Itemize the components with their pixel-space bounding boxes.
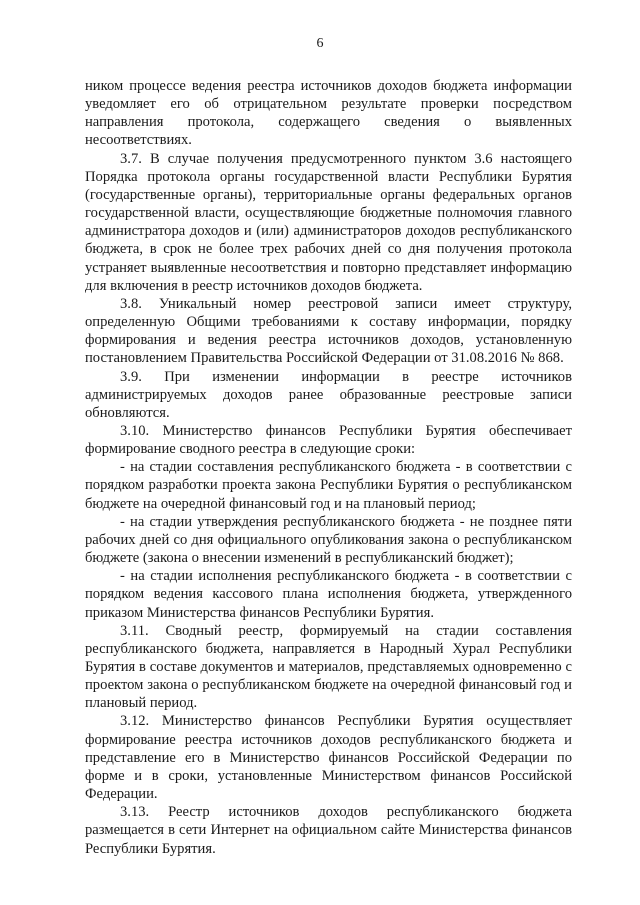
paragraph-3-13: 3.13. Реестр источников доходов республиканского бюджета размещается в сети Интернет на официальном сайте Министерства финансов Республики Бурятия.	[85, 804, 572, 857]
paragraph-3-10: 3.10. Министерство финансов Республики Бурятия обеспечивает формирование сводного реестра в следующие сроки:	[85, 422, 572, 458]
page-number: 6	[316, 36, 324, 51]
list-item-execution-stage: - на стадии исполнения республиканского бюджета - в соответствии с порядком ведения кассового плана исполнения бюджета, утвержденного приказом Министерства финансов Республики Бурятия.	[85, 568, 572, 621]
paragraph-3-11: 3.11. Сводный реестр, формируемый на стадии составления республиканского бюджета, направляется в Народный Хурал Республики Бурятия в составе документов и материалов, представляемых одновременно с проектом закона о республиканском бюджете на очередной финансовый год и плановый период.	[85, 622, 572, 712]
paragraph-3-8: 3.8. Уникальный номер реестровой записи имеет структуру, определенную Общими требованиями к составу информации, порядку формирования и ведения реестра источников доходов, установленную постановлением Правительства Российской Федерации от 31.08.2016 № 868.	[85, 295, 572, 367]
list-item-approval-stage: - на стадии утверждения республиканского бюджета - не позднее пяти рабочих дней со дня официального опубликования закона о республиканском бюджете (закона о внесении изменений в республиканский бюджет);	[85, 513, 572, 567]
paragraph-continuation: ником процессе ведения реестра источников доходов бюджета информации уведомляет его об отрицательном результате проверки посредством направления протокола, содержащего сведения о выявленных несоответствиях.	[85, 78, 572, 149]
list-item-drafting-stage: - на стадии составления республиканского бюджета - в соответствии с порядком разработки проекта закона Республики Бурятия о республиканском бюджете на очередной финансовый год и на плановый период;	[85, 459, 572, 512]
document-body	[85, 77, 572, 858]
paragraph-3-7: 3.7. В случае получения предусмотренного пунктом 3.6 настоящего Порядка протокола органы государственной власти Республики Бурятия (государственные органы), территориальные органы федеральных органов государственной власти, осуществляющие бюджетные полномочия главного администратора доходов и (или) администраторов доходов республиканского бюджета, в срок не более трех рабочих дней со дня получения протокола устраняет выявленные несоответствия и повторно представляет информацию для включения в реестр источников доходов бюджета.	[85, 150, 572, 294]
paragraph-3-9: 3.9. При изменении информации в реестре источников администрируемых доходов ранее образованные реестровые записи обновляются.	[85, 368, 572, 421]
paragraph-3-12: 3.12. Министерство финансов Республики Бурятия осуществляет формирование реестра источников доходов республиканского бюджета и представление его в Министерство финансов Российской Федерации по форме и в сроки, установленные Министерством финансов Российской Федерации.	[85, 713, 572, 803]
